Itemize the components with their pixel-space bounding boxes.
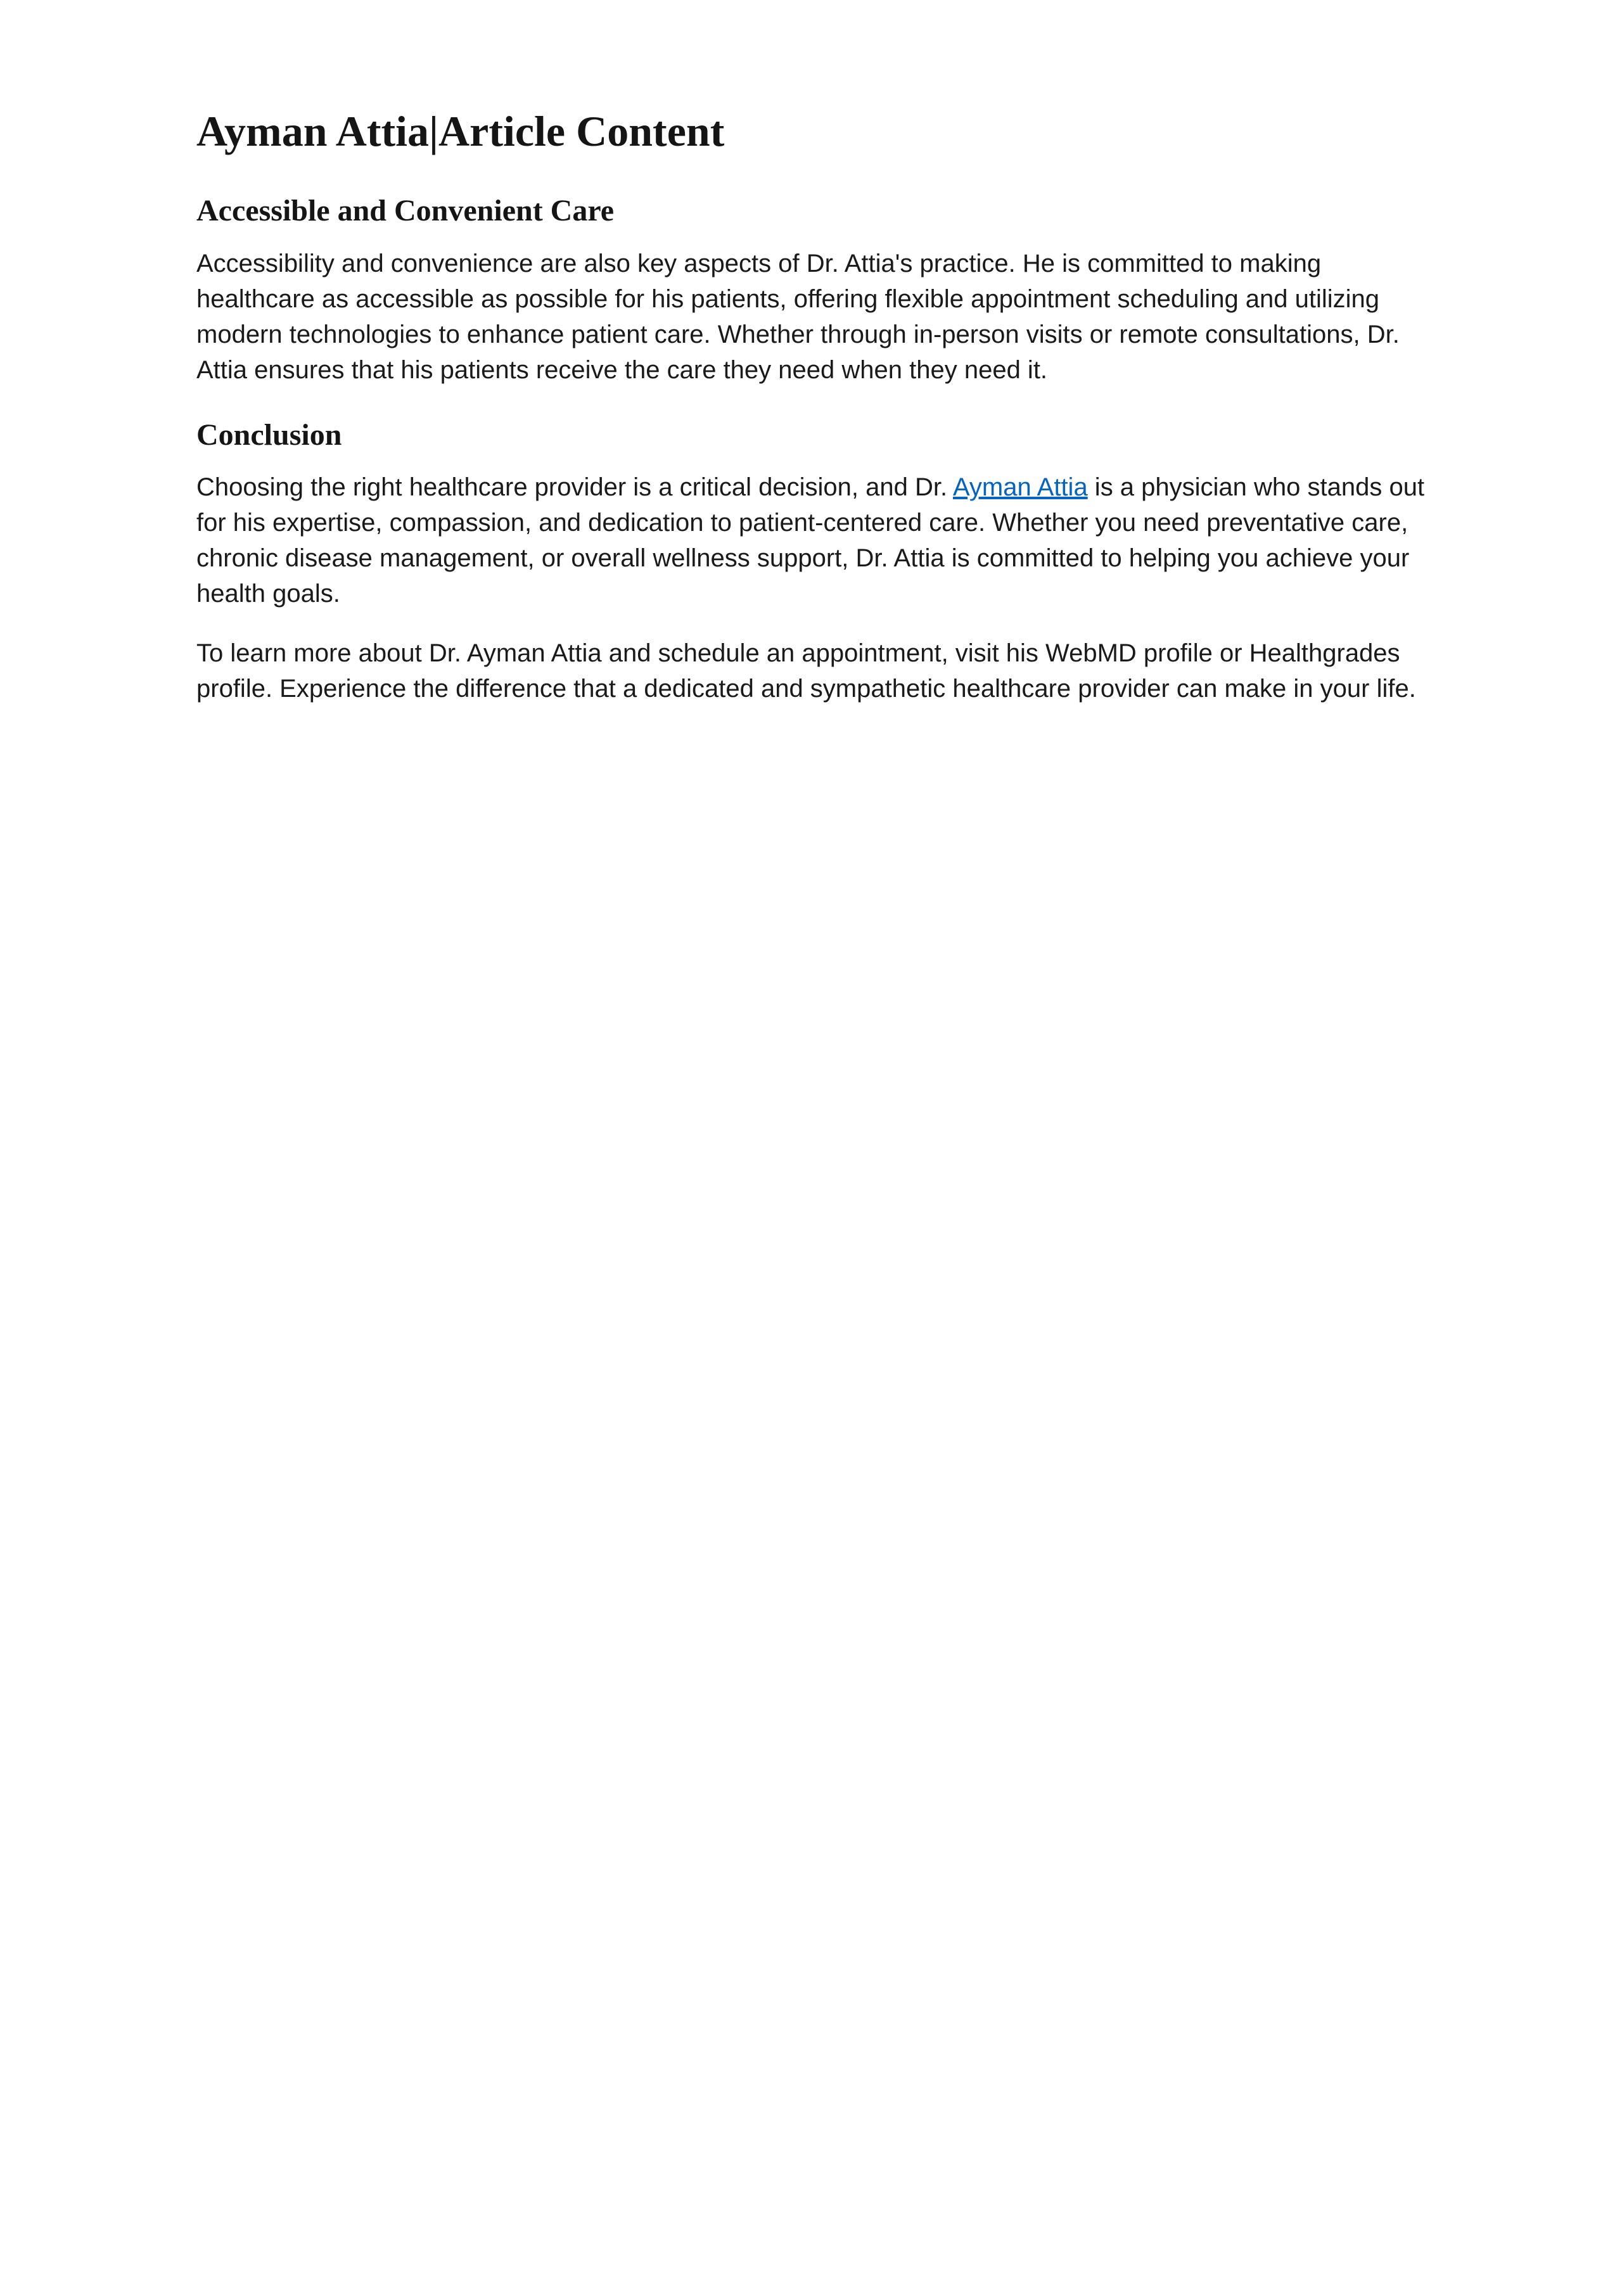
conclusion-text-before-link: Choosing the right healthcare provider is a critical decision, and Dr. [196,473,953,502]
paragraph-conclusion-2: To learn more about Dr. Ayman Attia and schedule an appointment, visit his WebMD profile or Healthgrades profile. Experience the difference that a dedicated and sympathetic healthcare provider can make in your life. [196,639,1416,703]
paragraph-conclusion-1 [196,469,1426,611]
conclusion-text-after-link: is a physician who stands out for his expertise, compassion, and dedication to patient-centered care. Whether you need preventative care, chronic disease management, or overall wellness support, Dr. Attia is committed to helping you achieve your health goals. [196,473,1425,608]
section-heading-conclusion: Conclusion [196,418,342,452]
section-heading-accessible-care: Accessible and Convenient Care [196,194,615,228]
document-title: Ayman Attia|Article Content [196,107,725,155]
paragraph-accessible-care: Accessibility and convenience are also key aspects of Dr. Attia's practice. He is committed to making healthcare as accessible as possible for his patients, offering flexible appointment scheduling and utilizing modern technologies to enhance patient care. Whether through in-person visits or remote consultations, Dr. Attia ensures that his patients receive the care they need when they need it. [196,249,1400,384]
ayman-attia-link[interactable]: Ayman Attia [952,473,1088,502]
